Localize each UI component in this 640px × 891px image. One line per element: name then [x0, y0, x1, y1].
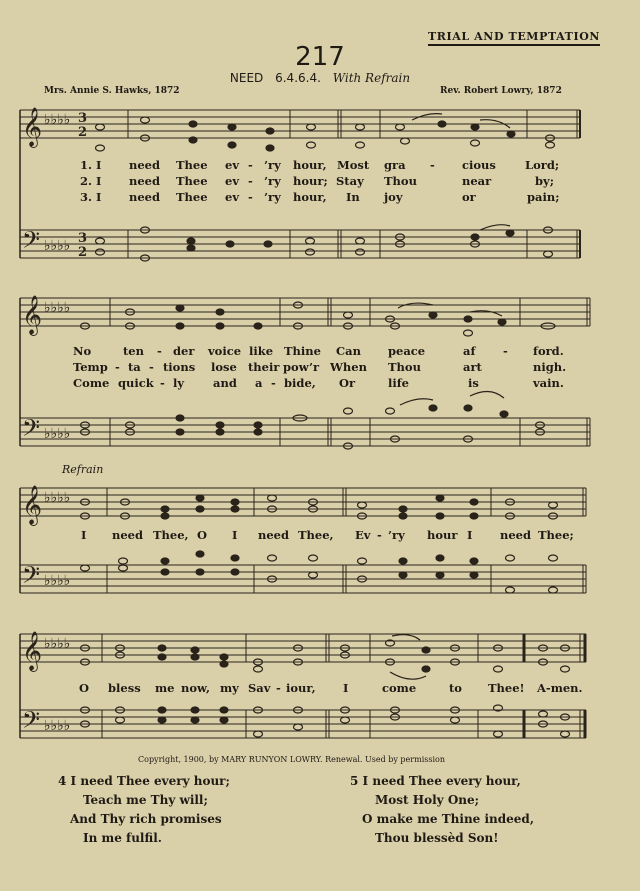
lyric: Thee! [488, 681, 525, 695]
system-4-lyrics [79, 681, 599, 697]
lyric: need [112, 528, 144, 542]
lyric: - [149, 360, 154, 374]
lyric: come [382, 681, 417, 695]
lyric: Come [73, 376, 110, 390]
svg-text:𝄞: 𝄞 [22, 485, 43, 525]
lyric: like [249, 344, 274, 358]
lyric: - [115, 360, 120, 374]
lyric: voice [208, 344, 242, 358]
lyric: - [160, 376, 165, 390]
svg-text:2: 2 [78, 245, 88, 260]
lyric: ta [128, 360, 141, 374]
lyric: - [276, 681, 281, 695]
svg-text:3: 3 [78, 231, 88, 246]
svg-text:𝄞: 𝄞 [22, 295, 43, 335]
lyric: Thee; [538, 528, 574, 542]
lyric: hour [427, 528, 458, 542]
stanza-line: O make me Thine indeed, [362, 812, 535, 826]
lyric: ’ry [264, 174, 281, 188]
lyric: ten [123, 344, 144, 358]
lyric: O [197, 528, 208, 542]
meter: 6.4.6.4. [275, 71, 321, 85]
lyric: Thou [388, 360, 421, 374]
svg-text:2: 2 [78, 125, 88, 140]
lyric: ’ry [264, 158, 281, 172]
lyric: - [248, 190, 253, 204]
lyric: cious [462, 158, 496, 172]
svg-text:♭♭♭♭: ♭♭♭♭ [44, 573, 71, 589]
lyric: I [467, 528, 473, 542]
lyric: - [157, 344, 162, 358]
lyric: me [155, 681, 175, 695]
lyric: af [463, 344, 476, 358]
lyric: Lord; [525, 158, 560, 172]
stanza-number: 5 [350, 774, 359, 788]
stanza-line: Thou blessèd Son! [375, 831, 499, 845]
stanza-line: I need Thee every hour, [362, 774, 521, 788]
refrain-note: With Refrain [332, 71, 411, 85]
lyric: ly [173, 376, 185, 390]
lyric: and [213, 376, 237, 390]
lyric: - [248, 174, 253, 188]
svg-text:♭♭♭♭: ♭♭♭♭ [44, 238, 71, 254]
lyric: vain. [533, 376, 564, 390]
lyric: Thee, [153, 528, 189, 542]
svg-text:𝄞: 𝄞 [22, 631, 43, 671]
composer-credit: Rev. Robert Lowry, 1872 [440, 86, 562, 96]
stanza-line: Teach me Thy will; [83, 793, 208, 807]
lyric: A-men. [537, 681, 583, 695]
lyric: near [462, 174, 492, 188]
lyric: need [129, 174, 161, 188]
stanza-5 [350, 772, 534, 848]
lyric: Sav [248, 681, 271, 695]
treble-clef-icon: 𝄞 [22, 107, 43, 147]
lyric: der [173, 344, 195, 358]
stanza-4 [58, 772, 230, 848]
lyric: bless [108, 681, 141, 695]
lyric: 1. I [80, 158, 102, 172]
stanza-line: And Thy rich promises [70, 812, 222, 826]
lyric: pow’r [283, 360, 320, 374]
lyric: ev [225, 190, 239, 204]
lyric: need [129, 190, 161, 204]
lyric: ev [225, 174, 239, 188]
lyric: - [377, 528, 382, 542]
stanza-line: I need Thee every hour; [70, 774, 230, 788]
svg-text:𝄢: 𝄢 [22, 561, 41, 594]
lyric: joy [384, 190, 403, 204]
lyric: O [79, 681, 90, 695]
lyric: need [129, 158, 161, 172]
lyric: 2. I [80, 174, 102, 188]
lyric: - [430, 158, 435, 172]
stanza-line: Most Holy One; [375, 793, 480, 807]
lyric: hour, [293, 158, 327, 172]
lyric: or [462, 190, 476, 204]
lyric: - [503, 344, 508, 358]
lyric: I [343, 681, 349, 695]
lyric: Thee, [298, 528, 334, 542]
lyric: life [388, 376, 410, 390]
system-3-lyrics [81, 528, 601, 544]
svg-text:♭♭♭♭: ♭♭♭♭ [44, 718, 71, 734]
system-2-lyrics [73, 344, 593, 404]
lyric: 3. I [80, 190, 102, 204]
hymn-number: 217 [295, 42, 345, 72]
lyric: When [330, 360, 367, 374]
lyric: ev [225, 158, 239, 172]
lyric: Most [337, 158, 370, 172]
svg-text:♭♭♭♭: ♭♭♭♭ [44, 300, 71, 316]
lyric: need [500, 528, 532, 542]
lyric: - [271, 376, 276, 390]
stanza-line: In me fulfil. [83, 831, 162, 845]
lyric: - [248, 158, 253, 172]
svg-text:♭♭♭♭: ♭♭♭♭ [44, 490, 71, 506]
tune-name: NEED [229, 71, 264, 85]
lyric: Thee [176, 190, 208, 204]
lyric: nigh. [533, 360, 567, 374]
section-heading: TRIAL AND TEMPTATION [428, 30, 600, 46]
lyric: Ev [355, 528, 371, 542]
lyric: Thine [284, 344, 321, 358]
lyric: ’ry [264, 190, 281, 204]
lyric: gra [384, 158, 406, 172]
author-credit: Mrs. Annie S. Hawks, 1872 [44, 86, 180, 96]
lyric: a [255, 376, 263, 390]
lyric: Thee [176, 158, 208, 172]
svg-text:♭♭♭♭: ♭♭♭♭ [44, 112, 71, 128]
lyric: peace [388, 344, 426, 358]
lyric: pain; [527, 190, 560, 204]
lyric: In [346, 190, 360, 204]
lyric: is [468, 376, 479, 390]
lyric: No [73, 344, 92, 358]
lyric: my [220, 681, 239, 695]
lyric: Or [339, 376, 356, 390]
bass-clef-icon: 𝄢 [22, 226, 41, 259]
refrain-label: Refrain [62, 463, 104, 476]
lyric: now, [181, 681, 210, 695]
lyric: I [232, 528, 238, 542]
lyric: Can [336, 344, 361, 358]
lyric: to [449, 681, 462, 695]
lyric: their [248, 360, 280, 374]
lyric: by; [535, 174, 554, 188]
lyric: ’ry [388, 528, 405, 542]
lyric: hour; [293, 174, 328, 188]
svg-text:𝄢: 𝄢 [22, 414, 41, 447]
stanza-number: 4 [58, 774, 67, 788]
lyric: ford. [533, 344, 564, 358]
lyric: tions [163, 360, 196, 374]
lyric: iour, [286, 681, 316, 695]
svg-text:𝄢: 𝄢 [22, 706, 41, 739]
lyric: Thou [384, 174, 417, 188]
svg-text:3: 3 [78, 111, 88, 126]
lyric: quick [118, 376, 154, 390]
svg-text:♭♭♭♭: ♭♭♭♭ [44, 426, 71, 442]
svg-text:♭♭♭♭: ♭♭♭♭ [44, 636, 71, 652]
system-1-lyrics [80, 158, 590, 218]
lyric: need [258, 528, 290, 542]
lyric: art [463, 360, 482, 374]
lyric: Stay [336, 174, 364, 188]
copyright-notice: Copyright, 1900, by MARY RUNYON LOWRY. Renewal. Used by permission [138, 755, 445, 764]
lyric: I [81, 528, 87, 542]
lyric: hour, [293, 190, 327, 204]
lyric: Temp [73, 360, 108, 374]
lyric: bide, [284, 376, 316, 390]
lyric: Thee [176, 174, 208, 188]
lyric: lose [211, 360, 237, 374]
